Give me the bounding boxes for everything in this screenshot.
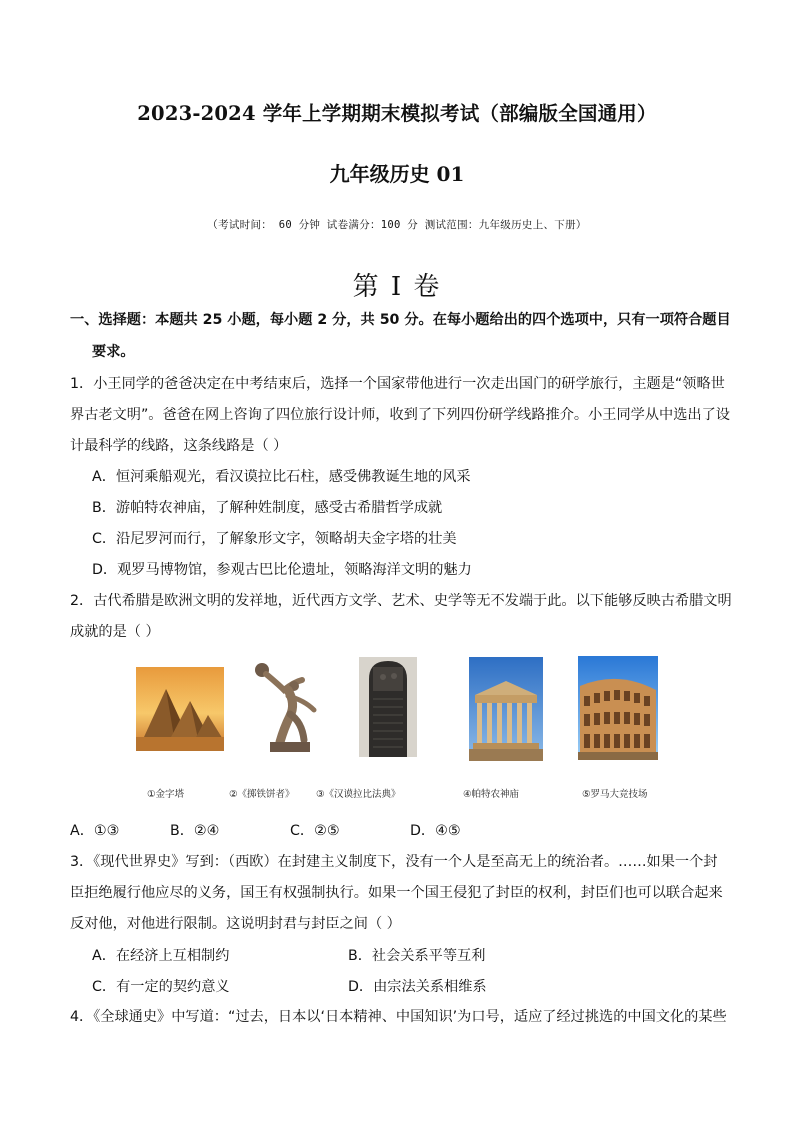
instructions-line-1: 一、选择题：本题共 25 小题，每小题 2 分，共 50 分。在每小题给出的四个选项中，只有一项符合题目 bbox=[70, 312, 731, 328]
q4-stem-line-1: 4．《全球通史》中写道：“过去，日本以‘日本精神、中国知识’为口号，适应了经过挑选的中国文化的某些 bbox=[70, 1009, 727, 1025]
parthenon-image bbox=[469, 657, 543, 761]
exam-subtitle: 九年级历史 01 bbox=[329, 162, 465, 186]
pyramids-image bbox=[136, 667, 224, 751]
q2-stem-line-2: 成就的是（ ） bbox=[70, 624, 160, 640]
q3-option-d: D．由宗法关系相维系 bbox=[348, 979, 487, 995]
q2-option-c: C．②⑤ bbox=[290, 823, 340, 839]
image-caption-2: ②《掷铁饼者》 bbox=[229, 789, 295, 800]
image-caption-3: ③《汉谟拉比法典》 bbox=[316, 789, 401, 800]
q3-option-a: A．在经济上互相制约 bbox=[92, 948, 230, 964]
discobolus-image bbox=[244, 656, 324, 756]
image-caption-5: ⑤罗马大竞技场 bbox=[582, 789, 648, 800]
instructions-line-2: 要求。 bbox=[92, 344, 135, 360]
q3-option-c: C．有一定的契约意义 bbox=[92, 979, 230, 995]
q3-stem-line-3: 反对他，对他进行限制。这说明封君与封臣之间（ ） bbox=[70, 916, 401, 932]
colosseum-image bbox=[578, 656, 658, 760]
q1-stem-line-3: 计最科学的线路，这条线路是（ ） bbox=[70, 438, 288, 454]
q1-option-b: B．游帕特农神庙，了解种姓制度，感受古希腊哲学成就 bbox=[92, 500, 443, 516]
q2-option-b: B．②④ bbox=[170, 823, 220, 839]
q2-option-d: D．④⑤ bbox=[410, 823, 461, 839]
q3-stem-line-1: 3．《现代世界史》写到：（西欧）在封建主义制度下，没有一个人是至高无上的统治者。……如果一个封 bbox=[70, 854, 718, 870]
exam-title: 2023-2024 学年上学期期末模拟考试（部编版全国通用） bbox=[137, 102, 657, 125]
q3-stem-line-2: 臣拒绝履行他应尽的义务，国王有权强制执行。如果一个国王侵犯了封臣的权利，封臣们也可以联合起来 bbox=[70, 885, 723, 901]
q2-stem-line-1: 2．古代希腊是欧洲文明的发祥地，近代西方文学、艺术、史学等无不发端于此。以下能够反映古希腊文明 bbox=[70, 593, 732, 609]
q3-option-b: B．社会关系平等互利 bbox=[348, 948, 486, 964]
q1-option-d: D．观罗马博物馆，参观古巴比伦遗址，领略海洋文明的魅力 bbox=[92, 562, 472, 578]
q1-option-a: A．恒河乘船观光，看汉谟拉比石柱，感受佛教诞生地的风采 bbox=[92, 469, 471, 485]
image-caption-4: ④帕特农神庙 bbox=[463, 789, 520, 800]
q2-option-a: A．①③ bbox=[70, 823, 120, 839]
q1-option-c: C．沿尼罗河而行，了解象形文字，领略胡夫金字塔的壮美 bbox=[92, 531, 457, 547]
exam-info: （考试时间： 60 分钟 试卷满分：100 分 测试范围：九年级历史上、下册） bbox=[207, 219, 587, 231]
section-title: 第 I 卷 bbox=[352, 272, 442, 302]
image-caption-1: ①金字塔 bbox=[147, 789, 185, 800]
q1-stem-line-2: 界古老文明”。爸爸在网上咨询了四位旅行设计师，收到了下列四份研学线路推介。小王同学从中选出了设 bbox=[70, 407, 730, 423]
q1-stem-line-1: 1．小王同学的爸爸决定在中考结束后，选择一个国家带他进行一次走出国门的研学旅行，主题是“领略世 bbox=[70, 376, 725, 392]
hammurabi-stele-image bbox=[359, 657, 417, 757]
